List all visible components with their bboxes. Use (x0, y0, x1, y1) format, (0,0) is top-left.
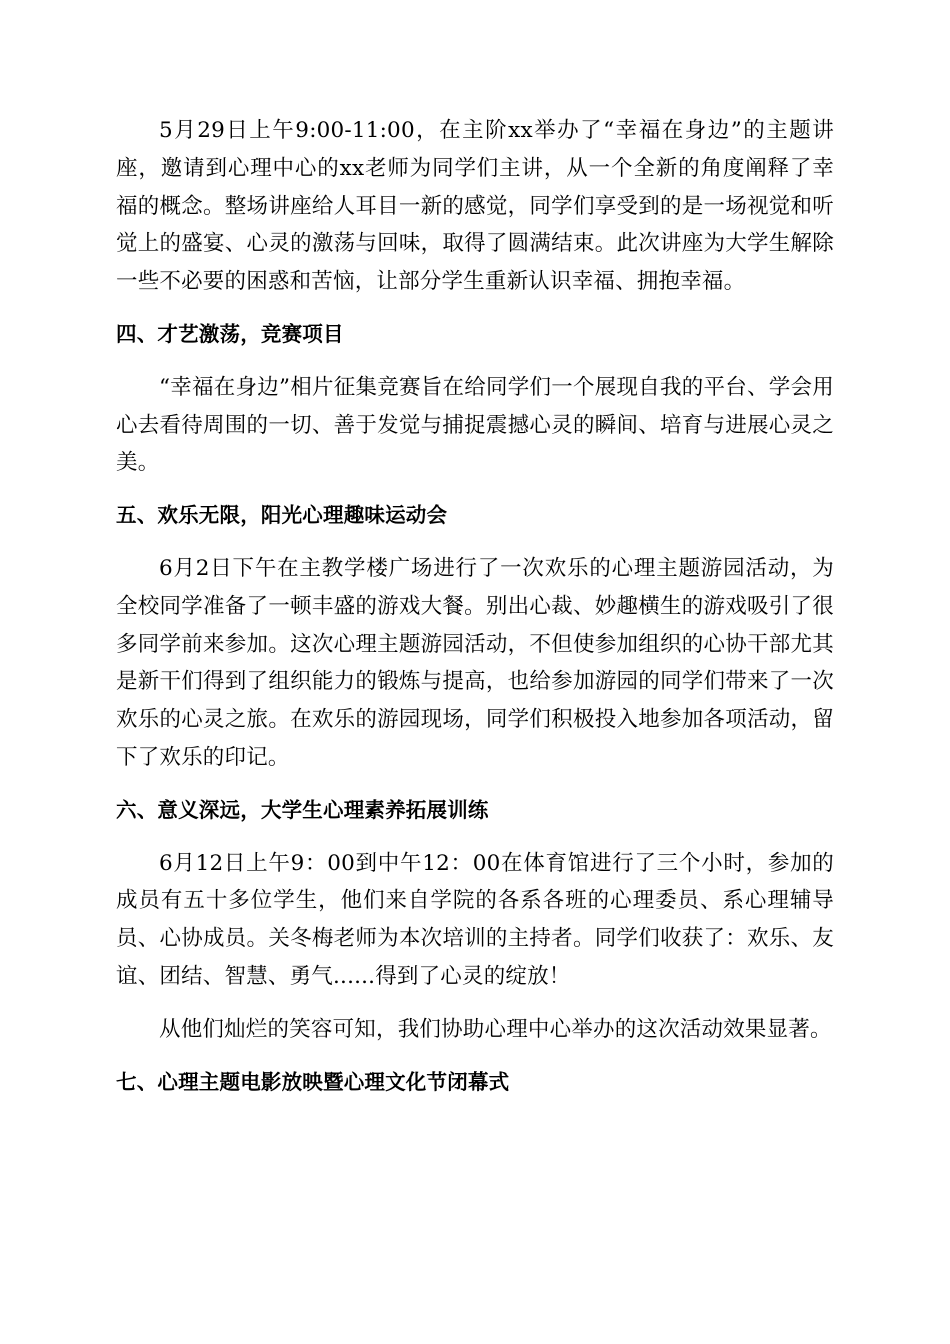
paragraph-lecture: 5月29日上午9:00-11:00，在主阶xx举办了“幸福在身边”的主题讲座，邀请到心理中心的xx老师为同学们主讲，从一个全新的角度阐释了幸福的概念。整场讲座给人耳目一新的感觉，同学们享受到的是一场视觉和听觉上的盛宴、心灵的激荡与回味，取得了圆满结束。此次讲座为大学生解除一些不必要的困惑和苦恼，让部分学生重新认识幸福、拥抱幸福。 (116, 118, 834, 295)
paragraph-garden-party: 6月2日下午在主教学楼广场进行了一次欢乐的心理主题游园活动，为全校同学准备了一顿丰盛的游戏大餐。别出心裁、妙趣横生的游戏吸引了很多同学前来参加。这次心理主题游园活动，不但使参加组织的心协干部尤其是新干们得到了组织能力的锻炼与提高，也给参加游园的同学们带来了一次欢乐的心灵之旅。在欢乐的游园现场，同学们积极投入地参加各项活动，留下了欢乐的印记。 (116, 555, 834, 770)
paragraph-photo-contest: “幸福在身边”相片征集竞赛旨在给同学们一个展现自我的平台、学会用心去看待周围的一切、善于发觉与捕捉震撼心灵的瞬间、培育与进展心灵之美。 (116, 374, 834, 476)
document-body (116, 112, 834, 1116)
section-heading-5: 五、欢乐无限，阳光心理趣味运动会 (116, 503, 448, 528)
paragraph-summary: 从他们灿烂的笑容可知，我们协助心理中心举办的这次活动效果显著。 (159, 1016, 832, 1042)
section-heading-4: 四、才艺激荡，竞赛项目 (116, 321, 344, 346)
section-heading-7: 七、心理主题电影放映暨心理文化节闭幕式 (116, 1069, 510, 1094)
section-heading-6: 六、意义深远，大学生心理素养拓展训练 (116, 797, 489, 822)
paragraph-training: 6月12日上午9：00到中午12：00在体育馆进行了三个小时，参加的成员有五十多位学生，他们来自学院的各系各班的心理委员、系心理辅导员、心协成员。关冬梅老师为本次培训的主持者。同学们收获了：欢乐、友谊、团结、智慧、勇气......得到了心灵的绽放！ (116, 850, 834, 989)
